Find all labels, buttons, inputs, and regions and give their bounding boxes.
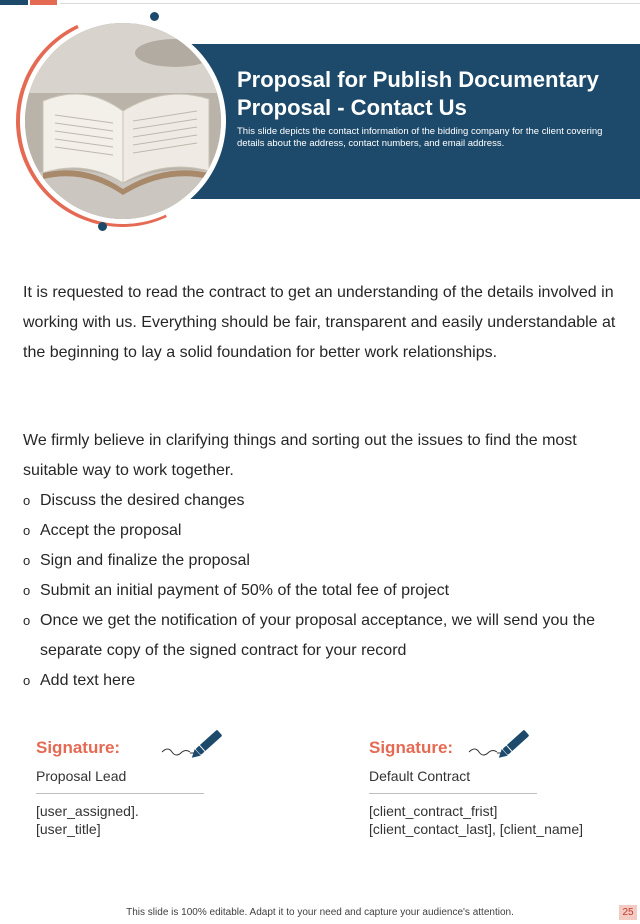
book-photo — [25, 23, 221, 219]
belief-paragraph: We firmly believe in clarifying things and sorting out the issues to find the most suitable way to work together. — [23, 432, 577, 479]
footer-note: This slide is 100% editable. Adapt it to your need and capture your audience's attention. — [126, 907, 514, 918]
list-item — [23, 576, 623, 606]
bullet-marker: o — [23, 613, 31, 628]
pen-icon — [160, 722, 226, 758]
top-divider — [60, 3, 640, 4]
photo-frame — [20, 18, 226, 224]
top-accent-navy — [0, 0, 28, 5]
signature-label: Signature: — [369, 738, 454, 757]
bullet-marker: o — [23, 673, 31, 688]
signature-rule — [369, 793, 537, 794]
signature-user-title: [user_title] — [36, 821, 101, 837]
list-item-text: Accept the proposal — [40, 522, 182, 539]
list-item — [23, 546, 623, 576]
list-item — [23, 516, 623, 546]
list-item-text: Submit an initial payment of 50% of the total fee of project — [40, 582, 450, 599]
signature-rule — [36, 793, 204, 794]
top-accent-coral — [30, 0, 57, 5]
list-item — [23, 666, 623, 696]
signature-role: Proposal Lead — [36, 768, 127, 784]
list-item-text: Sign and finalize the proposal — [40, 552, 250, 569]
accent-dot-top — [150, 12, 159, 21]
list-item — [23, 606, 623, 666]
intro-paragraph: It is requested to read the contract to get an understanding of the details involved in working with us. Everything should be fair, transparent and easily understandable at the beginning to lay a solid foundation for better work relationships. — [23, 284, 616, 361]
list-item-text: Discuss the desired changes — [40, 492, 245, 509]
page-number-badge: 25 — [619, 905, 637, 920]
bullet-marker: o — [23, 553, 31, 568]
accent-dot-bottom — [98, 222, 107, 231]
signature-role: Default Contract — [369, 768, 471, 784]
signature-label: Signature: — [36, 738, 121, 757]
list-item — [23, 486, 623, 516]
book-illustration — [25, 23, 221, 219]
signature-client-contract-first: [client_contract_frist] — [369, 803, 498, 819]
pen-icon — [467, 722, 533, 758]
bullet-marker: o — [23, 583, 31, 598]
page-subtitle: This slide depicts the contact information of the bidding company for the client covering details about the address, contact numbers, and email address. — [237, 126, 603, 149]
page-title: Proposal for Publish Documentary Proposal - Contact Us — [237, 67, 599, 120]
steps-list — [23, 486, 623, 696]
signature-client-contact-last: [client_contact_last], [client_name] — [369, 821, 584, 837]
bullet-marker: o — [23, 523, 31, 538]
list-item-text: Once we get the notification of your proposal acceptance, we will send you the separate copy of the signed contract for your record — [40, 612, 595, 659]
signature-user-assigned: [user_assigned]. — [36, 803, 139, 819]
list-item-text: Add text here — [40, 672, 136, 689]
bullet-marker: o — [23, 493, 31, 508]
